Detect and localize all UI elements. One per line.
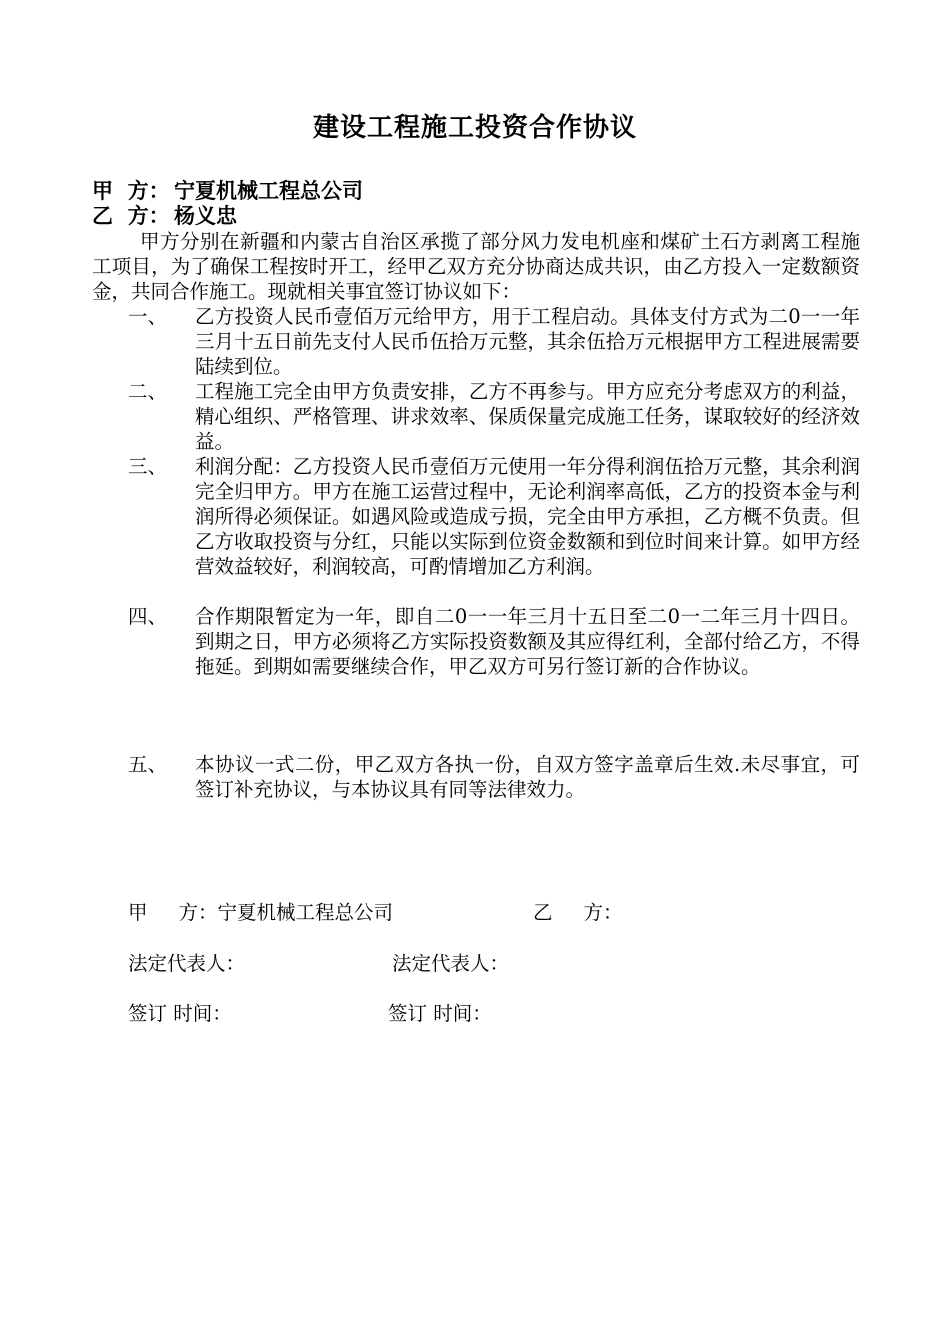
clause-text: 本协议一式二份，甲乙双方各执一份，自双方签字盖章后生效.未尽事宜，可签订补充协议，与本协议具有同等法律效力。 bbox=[195, 753, 860, 801]
clause-text: 工程施工完全由甲方负责安排，乙方不再参与。甲方应充分考虑双方的利益，精心组织、严格管理、讲求效率、保质保量完成施工任务，谋取较好的经济效益。 bbox=[195, 380, 860, 453]
party-b-label: 乙 方： bbox=[92, 204, 170, 228]
clause-number: 四、 bbox=[128, 605, 168, 628]
document-title: 建设工程施工投资合作协议 bbox=[312, 113, 637, 143]
party-b-name: 杨义忠 bbox=[174, 204, 237, 228]
legal-rep-a: 法定代表人： bbox=[128, 952, 246, 975]
sign-date-a: 签订 时间： bbox=[128, 1002, 232, 1025]
clause-number: 一、 bbox=[128, 305, 168, 328]
clause-number: 三、 bbox=[128, 455, 168, 478]
signature-party-b: 乙 方： bbox=[533, 901, 623, 924]
clause-number: 二、 bbox=[128, 380, 168, 403]
intro-paragraph: 甲方分别在新疆和内蒙古自治区承揽了部分风力发电机座和煤矿土石方剥离工程施工项目，为了确保工程按时开工，经甲乙双方充分协商达成共识，由乙方投入一定数额资金，共同合作施工。现就相关事宜签订协议如下： bbox=[92, 230, 860, 303]
clause-1 bbox=[128, 304, 860, 379]
clause-2 bbox=[128, 379, 860, 454]
clause-4 bbox=[128, 604, 860, 679]
party-a-line bbox=[92, 178, 363, 205]
clause-text: 乙方投资人民币壹佰万元给甲方，用于工程启动。具体支付方式为二0一一年三月十五日前先支付人民币伍拾万元整，其余伍拾万元根据甲方工程进展需要陆续到位。 bbox=[195, 305, 860, 378]
clause-number: 五、 bbox=[128, 753, 168, 776]
clause-text: 利润分配：乙方投资人民币壹佰万元使用一年分得利润伍拾万元整，其余利润完全归甲方。甲方在施工运营过程中，无论利润率高低，乙方的投资本金与利润所得必须保证。如遇风险或造成亏损，完全由甲方承担，乙方概不负责。但乙方收取投资与分红，只能以实际到位资金数额和到位时间来计算。如甲方经营效益较好，利润较高，可酌情增加乙方利润。 bbox=[195, 455, 860, 578]
party-b-line bbox=[92, 203, 237, 230]
legal-rep-b: 法定代表人： bbox=[392, 952, 510, 975]
clause-3 bbox=[128, 454, 860, 579]
party-a-label: 甲 方： bbox=[92, 179, 170, 203]
sign-date-b: 签订 时间： bbox=[388, 1002, 492, 1025]
clause-5 bbox=[128, 752, 860, 802]
clause-text: 合作期限暂定为一年，即自二0一一年三月十五日至二0一二年三月十四日。到期之日，甲方必须将乙方实际投资数额及其应得红利，全部付给乙方，不得拖延。到期如需要继续合作，甲乙双方可另行签订新的合作协议。 bbox=[195, 605, 860, 678]
signature-party-a: 甲 方：宁夏机械工程总公司 bbox=[128, 901, 393, 924]
party-a-name: 宁夏机械工程总公司 bbox=[174, 179, 363, 203]
